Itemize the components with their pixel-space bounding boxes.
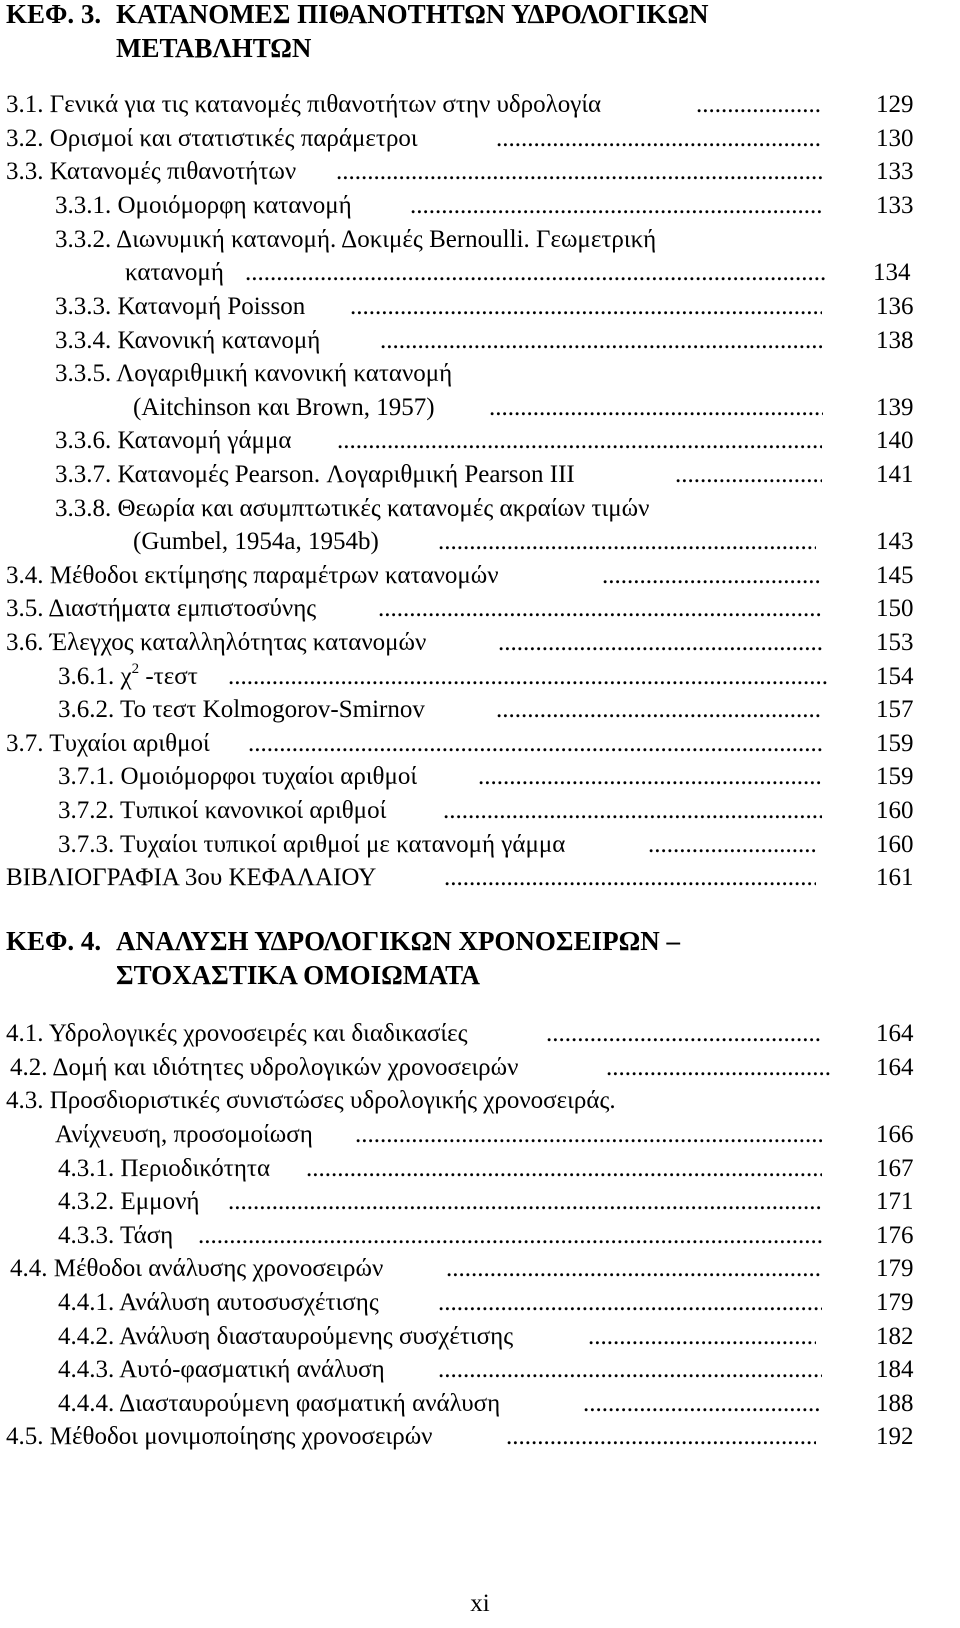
leader-dots [496,122,822,156]
toc-entry-label: 4.2. Δομή και ιδιότητες υδρολογικών χρονοσειρών [10,1054,519,1081]
toc-entry-page: 159 [876,763,914,790]
toc-entry-page: 138 [876,327,914,354]
leader-dots [438,1286,822,1320]
leader-dots [489,391,823,425]
toc-entry-label: (Gumbel, 1954a, 1954b) [133,528,379,555]
toc-entry-label: 3.4. Μέθοδοι εκτίμησης παραμέτρων κατανομών [6,562,499,589]
leader-dots [696,88,822,122]
leader-dots [380,324,822,358]
toc-entry-page: 166 [876,1121,914,1148]
leader-dots [438,1353,822,1387]
toc-entry-label: 3.7.3. Τυχαίοι τυπικοί αριθμοί με κατανομή γάμμα [58,831,566,858]
chapter-4-title-line2: ΣΤΟΧΑΣΤΙΚΑ ΟΜΟΙΩΜΑΤΑ [116,960,480,990]
toc-entry-label: 4.4.3. Αυτό-φασματική ανάλυση [58,1356,385,1383]
toc-entry-label: 4.3.1. Περιοδικότητα [58,1155,271,1182]
toc-entry-page: 171 [876,1188,914,1215]
toc-entry-page: 192 [876,1423,914,1450]
leader-dots [198,1219,822,1253]
toc-entry-page: 182 [876,1323,914,1350]
toc-entry-label: 3.3.4. Κανονική κατανομή [55,327,321,354]
toc-entry-page: 167 [876,1155,914,1182]
leader-dots [648,828,816,862]
toc-entry-page: 139 [876,394,914,421]
toc-entry-page: 161 [876,864,914,891]
toc-entry-page: 160 [876,831,914,858]
leader-dots [378,592,822,626]
toc-entry-label: 3.7.2. Τυπικοί κανονικοί αριθμοί [58,797,387,824]
toc-entry-label: 3.3.2. Διωνυμική κατανομή. Δοκιμές Bernoulli. Γεωμετρική [55,226,657,253]
toc-entry-label: 3.6.2. Το τεστ Kolmogorov-Smirnov [58,696,425,723]
toc-entry-page: 143 [876,528,914,555]
leader-dots [248,727,822,761]
chapter-3-title-line2: ΜΕΤΑΒΛΗΤΩΝ [116,33,312,63]
leader-dots [506,1420,816,1454]
toc-entry-page: 145 [876,562,914,589]
toc-entry-page: 140 [876,427,914,454]
toc-entry-label: (Aitchinson και Brown, 1957) [133,394,435,421]
toc-entry-label: 3.3.7. Κατανομές Pearson. Λογαριθμική Pearson III [55,461,575,488]
toc-entry-page: 154 [876,663,914,690]
toc-entry-page: 130 [876,125,914,152]
toc-entry-label: 3.1. Γενικά για τις κατανομές πιθανοτήτων στην υδρολογία [6,91,602,118]
toc-entry-page: 133 [876,158,914,185]
toc-entry-label: 3.6. Έλεγχος καταλληλότητας κατανομών [6,629,427,656]
toc-entry-page: 153 [876,629,914,656]
toc-entry-page: 134 [873,259,911,286]
toc-entry-label: 3.3.1. Ομοιόμορφη κατανομή [55,192,352,219]
toc-entry-label: 3.2. Ορισμοί και στατιστικές παράμετροι [6,125,418,152]
toc-entry-label: 4.3.3. Τάση [58,1222,174,1249]
toc-entry-label: 3.6.1. $\chi^2$ -τεστ [58,660,198,690]
toc-entry-label: 4.3.2. Εμμονή [58,1188,200,1215]
toc-entry-page: 179 [876,1289,914,1316]
chapter-4-title-line1: ΑΝΑΛΥΣΗ ΥΔΡΟΛΟΓΙΚΩΝ ΧΡΟΝΟΣΕΙΡΩΝ – [116,926,680,956]
leader-dots [337,424,822,458]
toc-entry-label: 3.3.5. Λογαριθμική κανονική κατανομή [55,360,453,387]
toc-entry-label: 3.5. Διαστήματα εμπιστοσύνης [6,595,317,622]
leader-dots [675,458,822,492]
toc-entry-label: 4.1. Υδρολογικές χρονοσειρές και διαδικασίες [6,1020,468,1047]
toc-entry-label: 4.4.4. Διασταυρούμενη φασματική ανάλυση [58,1390,501,1417]
leader-dots [245,256,825,290]
toc-entry-label: 3.3.6. Κατανομή γάμμα [55,427,292,454]
toc-entry-page: 133 [876,192,914,219]
leader-dots [498,626,822,660]
leader-dots [606,1051,832,1085]
toc-entry-label: 4.4. Μέθοδοι ανάλυσης χρονοσειρών [10,1255,384,1282]
toc-entry-page: 136 [876,293,914,320]
toc-entry-page: 188 [876,1390,914,1417]
leader-dots [443,794,822,828]
chapter-4-number: ΚΕΦ. 4. [6,926,102,956]
page-number: xi [470,1590,490,1617]
toc-entry-label: 4.4.2. Ανάλυση διασταυρούμενης συσχέτισης [58,1323,514,1350]
toc-entry-page: 157 [876,696,914,723]
toc-entry-label: ΒΙΒΛΙΟΓΡΑΦΙΑ 3ου ΚΕΦΑΛΑΙΟΥ [6,864,377,891]
toc-entry-page: 141 [876,461,914,488]
toc-entry-label: 3.3.8. Θεωρία και ασυμπτωτικές κατανομές ακραίων τιμών [55,495,650,522]
leader-dots [546,1017,822,1051]
leader-dots [306,1152,822,1186]
toc-entry-label: 4.5. Μέθοδοι μονιμοποίησης χρονοσειρών [6,1423,433,1450]
toc-entry-page: 164 [876,1054,914,1081]
leader-dots [478,760,822,794]
toc-entry-label: 4.3. Προσδιοριστικές συνιστώσες υδρολογικής χρονοσειράς. [6,1087,616,1114]
toc-entry-label: 3.3.3. Κατανομή Poisson [55,293,306,320]
toc-entry-page: 129 [876,91,914,118]
leader-dots [588,1320,816,1354]
leader-dots [444,861,816,895]
toc-entry-label: 3.7.1. Ομοιόμορφοι τυχαίοι αριθμοί [58,763,418,790]
toc-entry-label: 4.4.1. Ανάλυση αυτοσυσχέτισης [58,1289,379,1316]
toc-entry-label: κατανομή [125,259,224,286]
toc-entry-label: 3.7. Τυχαίοι αριθμοί [6,730,210,757]
leader-dots [336,155,822,189]
toc-entry-label: Ανίχνευση, προσομοίωση [55,1121,313,1148]
toc-entry-page: 184 [876,1356,914,1383]
toc-entry-page: 150 [876,595,914,622]
leader-dots [228,660,828,694]
leader-dots [602,559,822,593]
chapter-3-title-line1: ΚΑΤΑΝΟΜΕΣ ΠΙΘΑΝΟΤΗΤΩΝ ΥΔΡΟΛΟΓΙΚΩΝ [116,0,709,29]
leader-dots [583,1387,822,1421]
toc-entry-page: 160 [876,797,914,824]
toc-entry-page: 179 [876,1255,914,1282]
toc-entry-page: 176 [876,1222,914,1249]
toc-entry-page: 164 [876,1020,914,1047]
leader-dots [410,189,822,223]
leader-dots [438,525,816,559]
leader-dots [355,1118,822,1152]
leader-dots [228,1185,822,1219]
leader-dots [446,1252,822,1286]
toc-entry-label: 3.3. Κατανομές πιθανοτήτων [6,158,297,185]
leader-dots [350,290,822,324]
toc-entry-page: 159 [876,730,914,757]
leader-dots [496,693,822,727]
chapter-3-number: ΚΕΦ. 3. [6,0,102,29]
